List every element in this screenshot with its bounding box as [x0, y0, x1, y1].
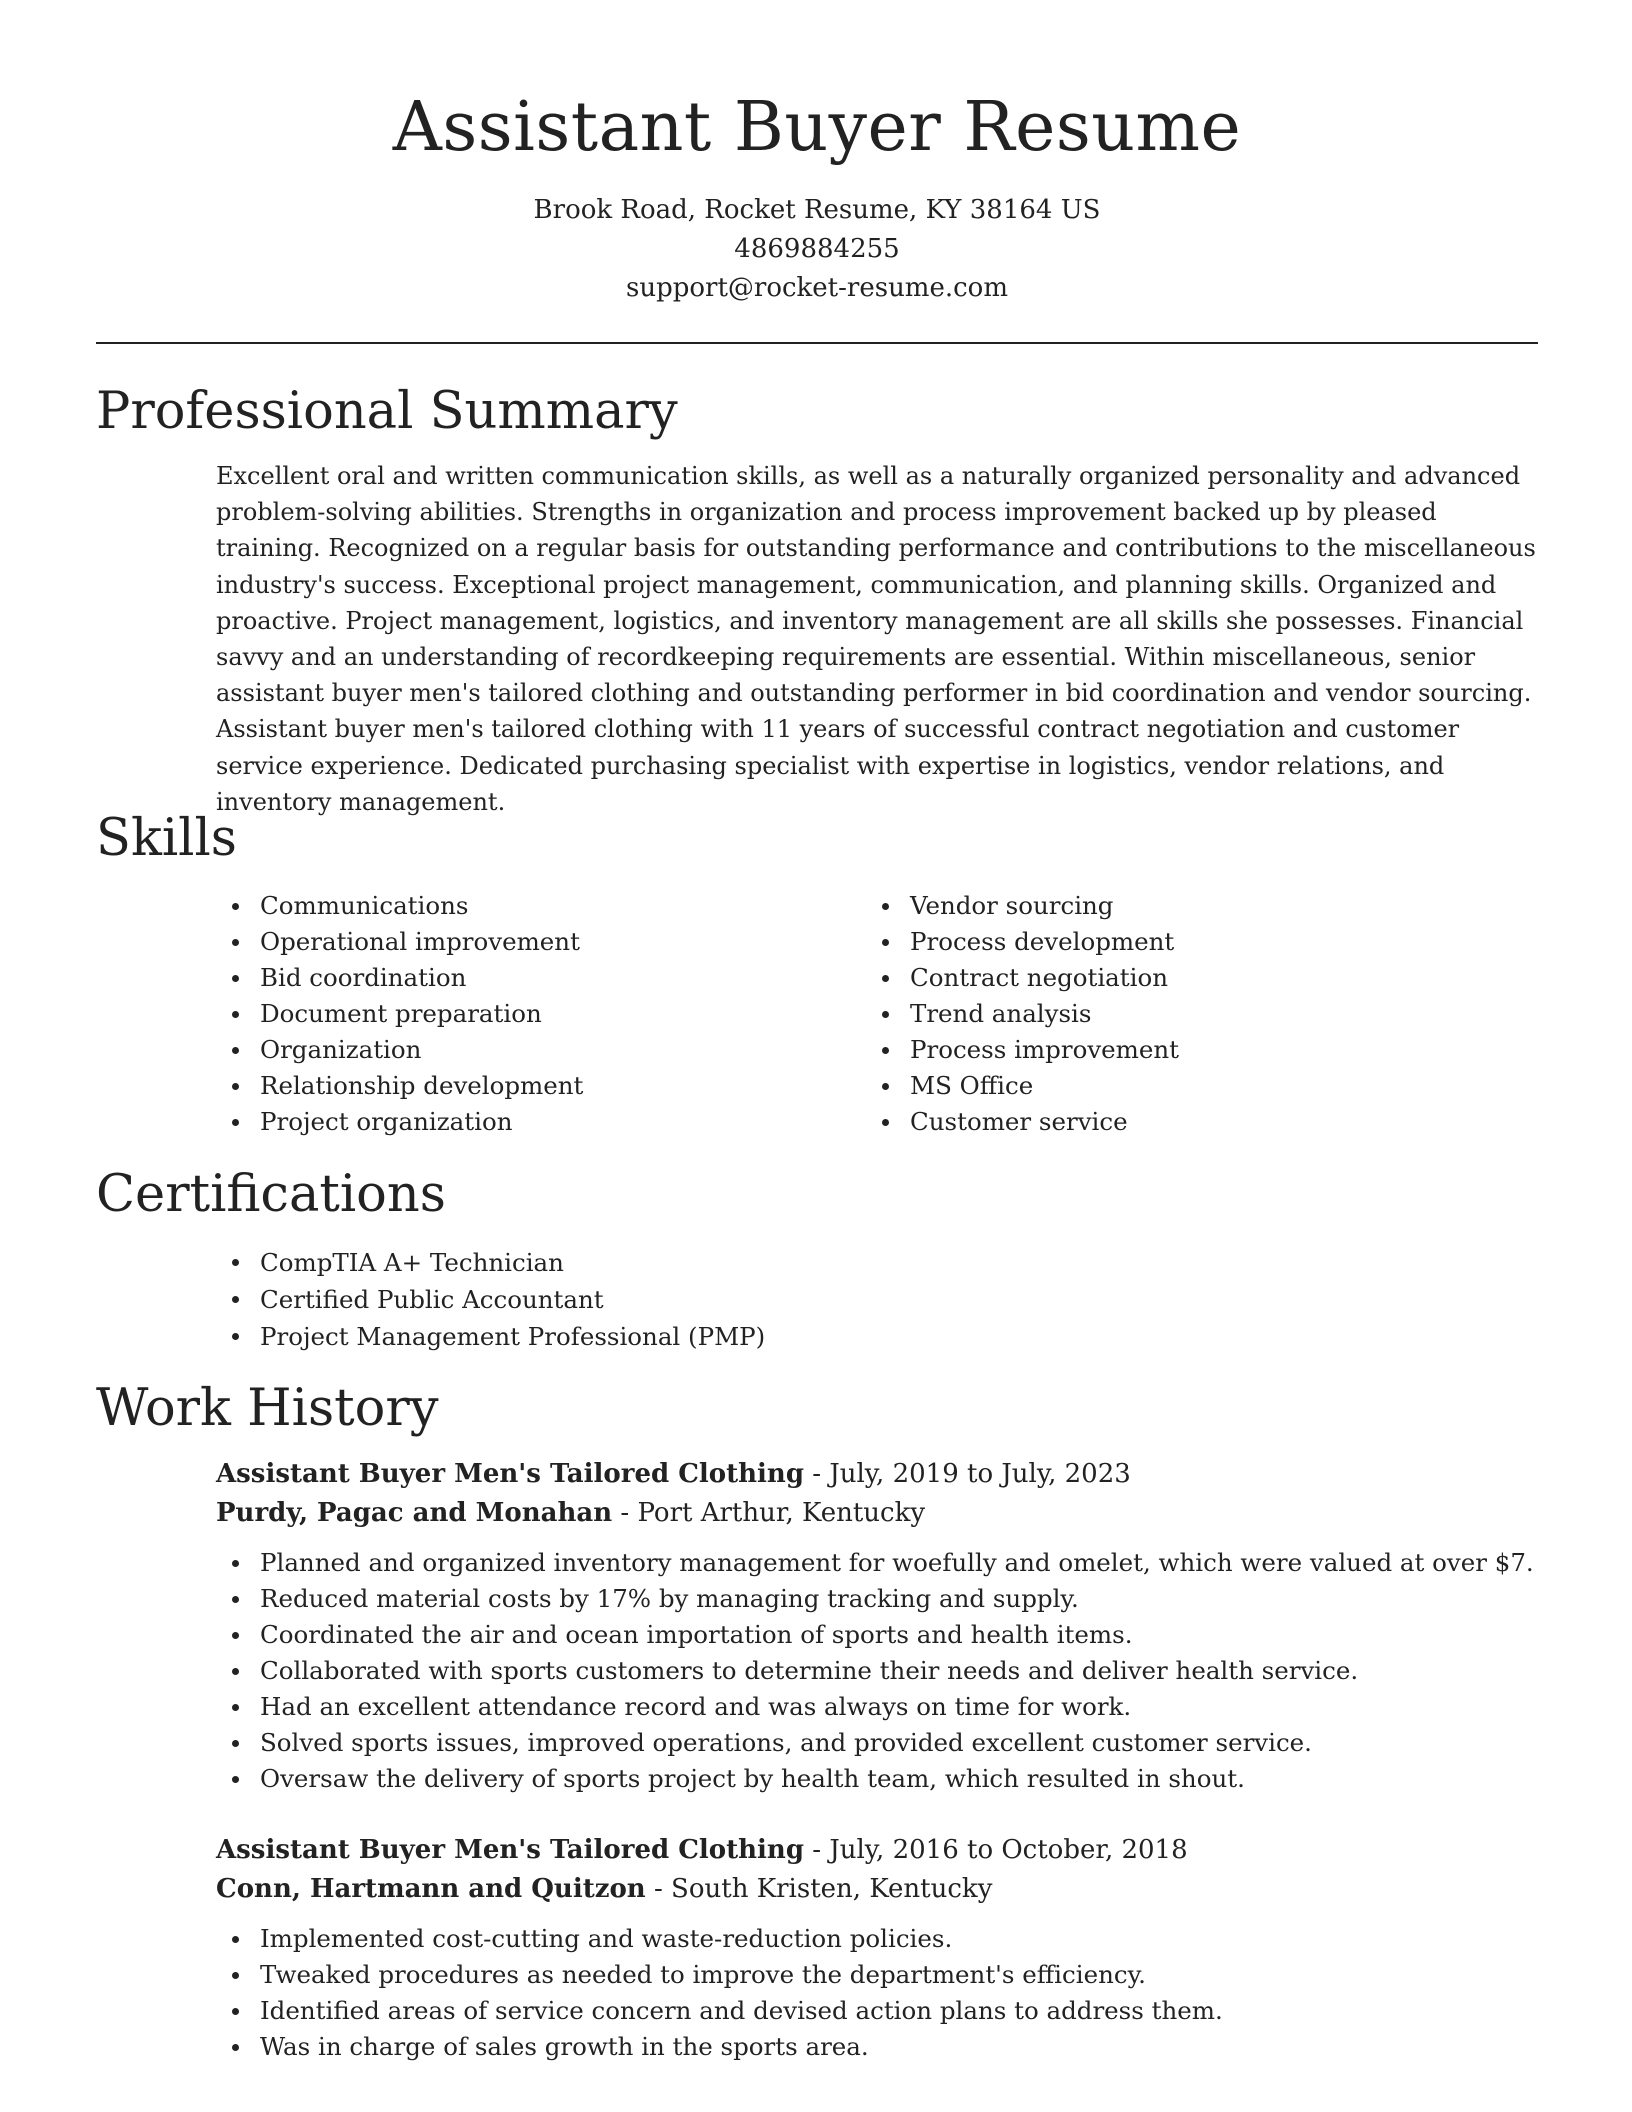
job-title-line	[216, 1831, 1541, 1870]
job-bullet: Planned and organized inventory management for woefully and omelet, which were valued at over $7.	[216, 1545, 1541, 1581]
job-bullets	[96, 1545, 1541, 1797]
job-company: Purdy, Pagac and Monahan	[216, 1498, 613, 1528]
job-title: Assistant Buyer Men's Tailored Clothing	[216, 1459, 804, 1489]
skill-item: Customer service	[866, 1104, 1426, 1140]
skills-list-right	[866, 888, 1426, 1140]
job-company-line	[216, 1494, 1541, 1533]
certifications-heading: Certifications	[96, 1165, 446, 1224]
skill-item: Process development	[866, 924, 1426, 960]
job-dates: - July, 2016 to October, 2018	[804, 1835, 1188, 1865]
skill-item: Organization	[216, 1032, 776, 1068]
summary-text: Excellent oral and written communication skills, as well as a naturally organized personality and advanced problem-solving abilities. Strengths in organization and process improvement backed up by pleased training. Recognized on a regular basis for outstanding performance and contributions to the miscellaneous industry's success. Exceptional project management, communication, and planning skills. Organized and proactive. Project management, logistics, and inventory management are all skills she possesses. Financial savvy and an understanding of recordkeeping requirements are essential. Within miscellaneous, senior assistant buyer men's tailored clothing and outstanding performer in bid coordination and vendor sourcing. Assistant buyer men's tailored clothing with 11 years of successful contract negotiation and customer service experience. Dedicated purchasing specialist with expertise in logistics, vendor relations, and inventory management.	[216, 462, 1536, 816]
job-bullet: Identified areas of service concern and devised action plans to address them.	[216, 1993, 1541, 2029]
skill-item: Communications	[216, 888, 776, 924]
job-title-line	[216, 1455, 1541, 1494]
skill-item: Trend analysis	[866, 996, 1426, 1032]
skills-heading: Skills	[96, 809, 237, 868]
job-bullet: Collaborated with sports customers to determine their needs and deliver health service.	[216, 1653, 1541, 1689]
summary-heading: Professional Summary	[96, 382, 678, 441]
skill-item: Process improvement	[866, 1032, 1426, 1068]
job-bullet: Coordinated the air and ocean importation of sports and health items.	[216, 1617, 1541, 1653]
certification-item: CompTIA A+ Technician	[216, 1244, 1316, 1281]
job-location: - Port Arthur, Kentucky	[612, 1498, 926, 1528]
contact-info	[96, 191, 1538, 308]
header-divider	[96, 342, 1538, 344]
address-text: Brook Road, Rocket Resume, KY 38164 US	[533, 195, 1101, 225]
resume-title: Assistant Buyer Resume	[392, 88, 1242, 167]
skill-item: Project organization	[216, 1104, 776, 1140]
job-bullet: Implemented cost-cutting and waste-reduction policies.	[216, 1921, 1541, 1957]
job-dates: - July, 2019 to July, 2023	[804, 1459, 1131, 1489]
job-bullet: Tweaked procedures as needed to improve the department's efficiency.	[216, 1957, 1541, 1993]
phone-text: 4869884255	[734, 234, 900, 264]
certification-item: Project Management Professional (PMP)	[216, 1318, 1316, 1355]
email-text: support@rocket-resume.com	[625, 273, 1008, 303]
skill-item: MS Office	[866, 1068, 1426, 1104]
work-history-heading: Work History	[96, 1379, 439, 1438]
job-bullet: Reduced material costs by 17% by managing tracking and supply.	[216, 1581, 1541, 1617]
job-bullets	[96, 1921, 1541, 2065]
job-bullet: Oversaw the delivery of sports project by health team, which resulted in shout.	[216, 1761, 1541, 1797]
skill-item: Document preparation	[216, 996, 776, 1032]
skill-item: Contract negotiation	[866, 960, 1426, 996]
certification-item: Certified Public Accountant	[216, 1281, 1316, 1318]
certifications-list	[216, 1244, 1316, 1355]
skill-item: Vendor sourcing	[866, 888, 1426, 924]
job-title: Assistant Buyer Men's Tailored Clothing	[216, 1835, 804, 1865]
skill-item: Relationship development	[216, 1068, 776, 1104]
skill-item: Bid coordination	[216, 960, 776, 996]
job-company: Conn, Hartmann and Quitzon	[216, 1874, 646, 1904]
job-entry	[216, 1831, 1541, 2065]
job-location: - South Kristen, Kentucky	[645, 1874, 993, 1904]
job-entry	[216, 1455, 1541, 1797]
job-bullet: Was in charge of sales growth in the sports area.	[216, 2029, 1541, 2065]
job-bullet: Had an excellent attendance record and was always on time for work.	[216, 1689, 1541, 1725]
skills-list-left	[216, 888, 776, 1140]
skill-item: Operational improvement	[216, 924, 776, 960]
job-bullet: Solved sports issues, improved operations, and provided excellent customer service.	[216, 1725, 1541, 1761]
job-company-line	[216, 1870, 1541, 1909]
